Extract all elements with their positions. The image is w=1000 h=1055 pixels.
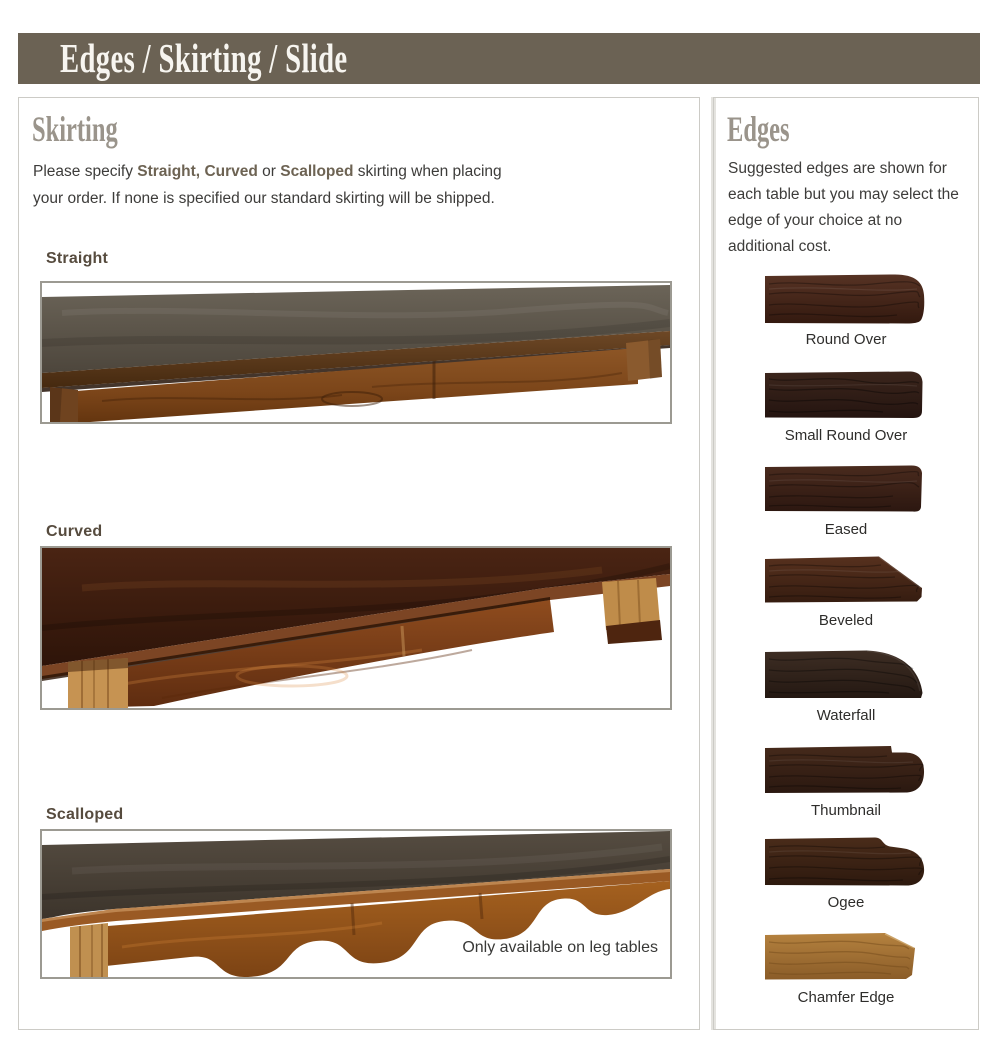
edge-figure-ogee <box>714 836 978 911</box>
page-header-bar <box>18 33 980 84</box>
round-over-edge-image <box>763 273 929 325</box>
scalloped-availability-note: Only available on leg tables <box>462 939 658 956</box>
edges-heading: Edges <box>727 109 790 149</box>
edge-figure-eased <box>714 463 978 538</box>
skirting-intro-text: Please specify Straight, Curved or Scalloped skirting when placing your order. If none is specified our standard skirting will be shipped. <box>33 163 502 207</box>
eased-edge-image <box>763 463 929 515</box>
straight-skirting-label: Straight <box>46 250 109 267</box>
curved-skirting-photo <box>40 546 672 710</box>
skirting-panel <box>18 97 700 1030</box>
ogee-edge-image <box>763 836 929 888</box>
scalloped-skirting-photo <box>40 829 672 979</box>
scalloped-skirting-label: Scalloped <box>46 806 124 823</box>
thumbnail-edge-image <box>763 744 929 796</box>
edge-figure-small-round-over <box>714 369 978 444</box>
ogee-caption: Ogee <box>827 894 865 911</box>
small-round-over-caption: Small Round Over <box>784 427 908 444</box>
waterfall-edge-image <box>763 649 929 701</box>
curved-skirting-label: Curved <box>46 523 103 540</box>
beveled-edge-image <box>763 554 929 606</box>
edges-panel <box>713 97 979 1030</box>
edge-figure-waterfall <box>714 649 978 724</box>
edge-figure-thumbnail <box>714 744 978 819</box>
curved-skirting-illustration <box>42 548 670 708</box>
thumbnail-caption: Thumbnail <box>810 802 882 819</box>
edge-figure-round-over <box>714 273 978 348</box>
edges-description: Suggested edges are shown for each table but you may select the edge of your choice at no additional cost. <box>728 160 959 255</box>
round-over-caption: Round Over <box>805 331 887 348</box>
waterfall-caption: Waterfall <box>816 707 876 724</box>
chamfer-edge-caption: Chamfer Edge <box>797 989 895 1006</box>
page-title: Edges / Skirting / Slide <box>60 35 348 81</box>
edge-figure-beveled <box>714 554 978 629</box>
small-round-over-edge-image <box>763 369 929 421</box>
skirting-heading: Skirting <box>32 109 118 149</box>
chamfer-edge-image <box>763 931 929 983</box>
edge-figure-chamfer <box>714 931 978 1006</box>
beveled-caption: Beveled <box>818 612 874 629</box>
eased-caption: Eased <box>824 521 868 538</box>
straight-skirting-illustration <box>42 283 670 422</box>
straight-skirting-photo <box>40 281 672 424</box>
